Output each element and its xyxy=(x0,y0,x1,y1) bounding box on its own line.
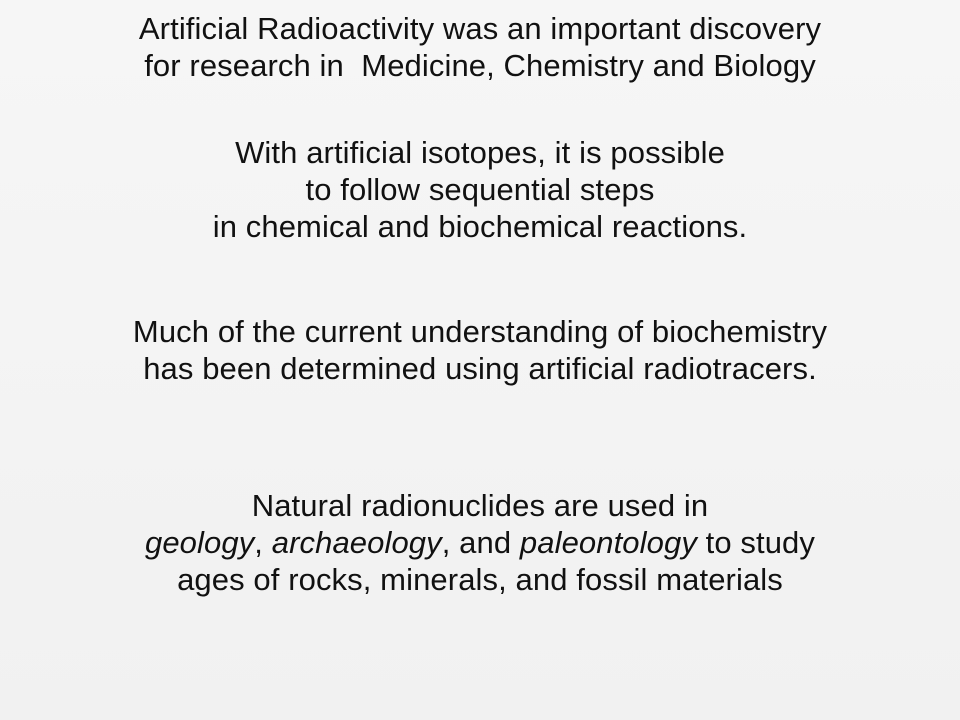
natural-line-3: ages of rocks, minerals, and fossil materials xyxy=(177,562,783,597)
isotopes-line-2: to follow sequential steps xyxy=(305,172,655,207)
natural-line-2 xyxy=(0,524,960,561)
separator-2: , and xyxy=(441,525,520,560)
intro-line-1: Artificial Radioactivity was an important discovery xyxy=(138,11,822,46)
separator-1: , xyxy=(254,525,272,560)
isotopes-line-3: in chemical and biochemical reactions. xyxy=(212,209,748,244)
biochemistry-line-1: Much of the current understanding of biochemistry xyxy=(132,314,828,349)
geology-term: geology xyxy=(145,525,255,560)
natural-line-2-tail: to study xyxy=(696,525,815,560)
natural-line-1: Natural radionuclides are used in xyxy=(251,488,709,523)
intro-line-2: for research in Medicine, Chemistry and Biology xyxy=(144,48,816,83)
natural-radionuclides-paragraph xyxy=(0,487,960,598)
isotopes-line-1: With artificial isotopes, it is possible xyxy=(235,135,725,170)
archaeology-term: archaeology xyxy=(271,525,442,560)
biochemistry-line-2: has been determined using artificial radiotracers. xyxy=(143,351,817,386)
biochemistry-paragraph xyxy=(0,313,960,387)
isotopes-paragraph xyxy=(0,134,960,245)
intro-paragraph xyxy=(0,10,960,84)
paleontology-term: paleontology xyxy=(519,525,697,560)
